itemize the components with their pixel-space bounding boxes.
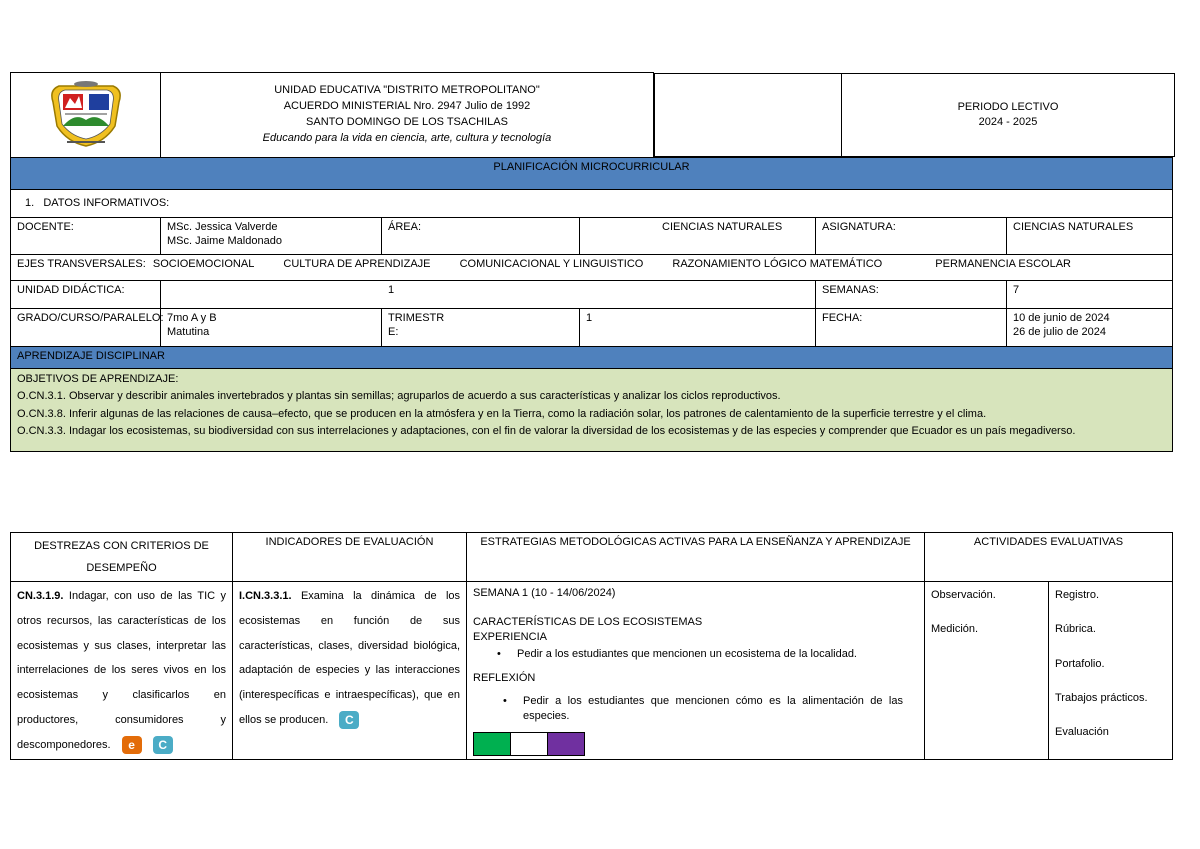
trimestre-label-1: TRIMESTR <box>388 311 445 324</box>
col-estrategias: ESTRATEGIAS METODOLÓGICAS ACTIVAS PARA LA ENSEÑANZA Y APRENDIZAJE <box>467 533 925 582</box>
ministerial-agreement: ACUERDO MINISTERIAL Nro. 2947 Julio de 1992 <box>283 99 531 112</box>
destreza-code: CN.3.1.9. <box>17 590 64 602</box>
eje-item: COMUNICACIONAL Y LINGUISTICO <box>459 257 644 270</box>
ejes-row <box>11 254 1173 280</box>
plan-title: PLANIFICACIÓN MICROCURRICULAR <box>11 157 1173 189</box>
col-destrezas: DESTREZAS CON CRITERIOS DE DESEMPEÑO <box>11 533 233 582</box>
destreza-cell <box>11 582 233 760</box>
school-crest-icon <box>45 76 127 148</box>
period-label: PERIODO LECTIVO <box>957 100 1059 113</box>
objetivo-item: O.CN.3.1. Observar y describir animales invertebrados y plantas sin semillas; agruparlos de acuerdo a sus características y analizar los ciclos reproductivos. <box>17 390 781 403</box>
blank-cell <box>655 73 842 156</box>
docente-2: MSc. Jaime Maldonado <box>167 235 282 248</box>
logo-cell <box>11 73 161 158</box>
actividad-item: Portafolio. <box>1055 657 1105 670</box>
aprendizaje-header: APRENDIZAJE DISCIPLINAR <box>11 346 1173 368</box>
reflexion-item: Pedir a los estudiantes que mencionen cómo es la alimentación de las especies. <box>523 695 903 723</box>
objetivo-item: O.CN.3.8. Inferir algunas de las relaciones de causa–efecto, que se producen en la atmósfera y en la Tierra, como la radiación solar, los patrones de calentamiento de la superficie terrestre y el clima. <box>17 407 987 420</box>
unidad-label: UNIDAD DIDÁCTICA: <box>11 280 161 308</box>
bullet-dot: • <box>497 647 501 660</box>
location: SANTO DOMINGO DE LOS TSACHILAS <box>306 115 508 128</box>
destreza-text: Indagar, con uso de las TIC y otros recursos, las características de los ecosistemas y sus clases, interpretar las interrelaciones de los seres vivos en los ecosistemas y clasificarlos en productores, consumidores y descomponedores. <box>17 590 226 751</box>
semanas-value: 7 <box>1007 280 1173 308</box>
col-actividades: ACTIVIDADES EVALUATIVAS <box>925 533 1173 582</box>
actividad-item: Evaluación <box>1055 726 1109 739</box>
institution-name: UNIDAD EDUCATIVA "DISTRITO METROPOLITANO" <box>274 83 540 96</box>
col-indicadores: INDICADORES DE EVALUACIÓN <box>233 533 467 582</box>
tema: CARACTERÍSTICAS DE LOS ECOSISTEMAS <box>473 615 703 628</box>
objetivos-section <box>11 368 1173 451</box>
semanas-label: SEMANAS: <box>816 280 1007 308</box>
school-header <box>161 73 654 158</box>
swatch-white <box>510 732 548 756</box>
grado-label: GRADO/CURSO/PARALELO: <box>11 308 161 346</box>
color-swatches <box>473 732 918 756</box>
trimestre-label <box>382 308 580 346</box>
docente-label: DOCENTE: <box>11 217 161 254</box>
resource-icon-c[interactable]: C <box>153 736 173 754</box>
unidad-value: 1 <box>161 280 816 308</box>
semana: SEMANA 1 (10 - 14/06/2024) <box>473 587 616 599</box>
eje-item: RAZONAMIENTO LÓGICO MATEMÁTICO <box>672 257 883 270</box>
docente-1: MSc. Jessica Valverde <box>167 220 278 233</box>
trimestre-value: 1 <box>580 308 816 346</box>
motto: Educando para la vida en ciencia, arte, cultura y tecnología <box>262 131 552 144</box>
actividad-item: Observación. <box>931 589 996 601</box>
fecha-1: 10 de junio de 2024 <box>1013 311 1110 324</box>
reflexion-bullet <box>473 694 918 724</box>
ejes-label: EJES TRANSVERSALES: <box>17 257 146 270</box>
eje-item: SOCIOEMOCIONAL <box>152 257 255 270</box>
resource-icon-c[interactable]: C <box>339 711 359 729</box>
section-title: 1. DATOS INFORMATIVOS: <box>11 189 1173 217</box>
indicador-code: I.CN.3.3.1. <box>239 590 292 602</box>
area-label: ÁREA: <box>382 217 580 254</box>
asignatura-label: ASIGNATURA: <box>816 217 1007 254</box>
info-table <box>10 72 1173 452</box>
grado-1: 7mo A y B <box>167 311 217 324</box>
objetivo-item: O.CN.3.3. Indagar los ecosistemas, su biodiversidad con sus interrelaciones y adaptaciones, con el fin de valorar la diversidad de los ecosistemas y de las especies y comprender que Ecuador es un país megadiverso. <box>17 425 1076 438</box>
period-value: 2024 - 2025 <box>978 115 1038 128</box>
swatch-green <box>473 732 511 756</box>
eje-item: CULTURA DE APRENDIZAJE <box>283 257 431 270</box>
asignatura-value: CIENCIAS NATURALES <box>1007 217 1173 254</box>
actividades-a <box>925 582 1049 760</box>
objetivos-title: OBJETIVOS DE APRENDIZAJE: <box>17 372 179 385</box>
period-cell <box>842 73 1175 156</box>
period-wrapper <box>654 73 1173 158</box>
experiencia-bullet <box>473 647 918 662</box>
experiencia-item: Pedir a los estudiantes que mencionen un ecosistema de la localidad. <box>517 647 857 660</box>
area-value: CIENCIAS NATURALES <box>580 217 816 254</box>
estrategias-cell <box>467 582 925 760</box>
experiencia: EXPERIENCIA <box>473 630 547 643</box>
actividades-b <box>1049 582 1173 760</box>
docente-value <box>161 217 382 254</box>
resource-icon-e[interactable]: e <box>122 736 142 754</box>
actividad-item: Rúbrica. <box>1055 623 1096 636</box>
eje-item: PERMANENCIA ESCOLAR <box>935 257 1071 270</box>
actividad-item: Medición. <box>931 623 979 636</box>
fecha-label: FECHA: <box>816 308 1007 346</box>
actividad-item: Registro. <box>1055 589 1100 601</box>
planning-table <box>10 532 1173 760</box>
fecha-2: 26 de julio de 2024 <box>1013 326 1106 339</box>
actividad-item: Trabajos prácticos. <box>1055 691 1148 704</box>
grado-value <box>161 308 382 346</box>
grado-2: Matutina <box>167 326 210 339</box>
bullet-dot: • <box>503 695 507 708</box>
indicador-cell <box>233 582 467 760</box>
trimestre-label-2: E: <box>388 326 399 339</box>
reflexion: REFLEXIÓN <box>473 672 536 685</box>
swatch-purple <box>547 732 585 756</box>
indicador-text: Examina la dinámica de los ecosistemas en función de sus características, clases, diversidad biológica, adaptación de especies y las interacciones (interespecíficas e intraespecíficas), que en ellos se producen. <box>239 590 461 726</box>
fecha-value <box>1007 308 1173 346</box>
